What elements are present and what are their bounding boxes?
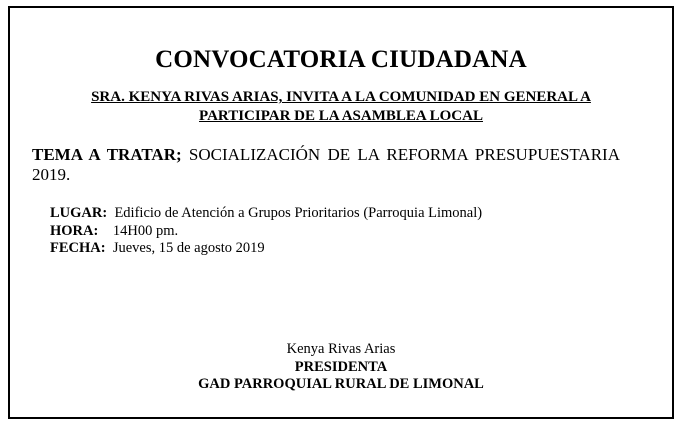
time-row — [50, 223, 482, 241]
meeting-details — [50, 205, 482, 258]
date-label: FECHA: — [50, 240, 106, 256]
date-value: Jueves, 15 de agosto 2019 — [112, 240, 265, 256]
date-row — [50, 240, 482, 258]
time-label: HORA: — [50, 222, 99, 239]
signer-role: PRESIDENTA — [294, 358, 388, 375]
place-label: LUGAR: — [50, 205, 108, 221]
topic-value: SOCIALIZACIÓN DE LA REFORMA PRESUPUESTARIA 2019. — [32, 145, 620, 184]
topic-label: TEMA A TRATAR; — [32, 145, 182, 164]
signer-organization: GAD PARROQUIAL RURAL DE LIMONAL — [198, 376, 484, 392]
place-row — [50, 205, 482, 223]
time-value: 14H00 pm. — [112, 222, 179, 239]
signature-block — [10, 341, 672, 394]
topic-paragraph — [32, 145, 620, 185]
notice-frame — [8, 6, 674, 419]
signer-name: Kenya Rivas Arias — [286, 341, 396, 357]
place-value: Edificio de Atención a Grupos Prioritarios (Parroquia Limonal) — [114, 205, 483, 221]
notice-title: CONVOCATORIA CIUDADANA — [155, 46, 527, 73]
notice-subtitle: SRA. KENYA RIVAS ARIAS, INVITA A LA COMUNIDAD EN GENERAL A PARTICIPAR DE LA ASAMBLEA LOCAL — [91, 89, 591, 124]
